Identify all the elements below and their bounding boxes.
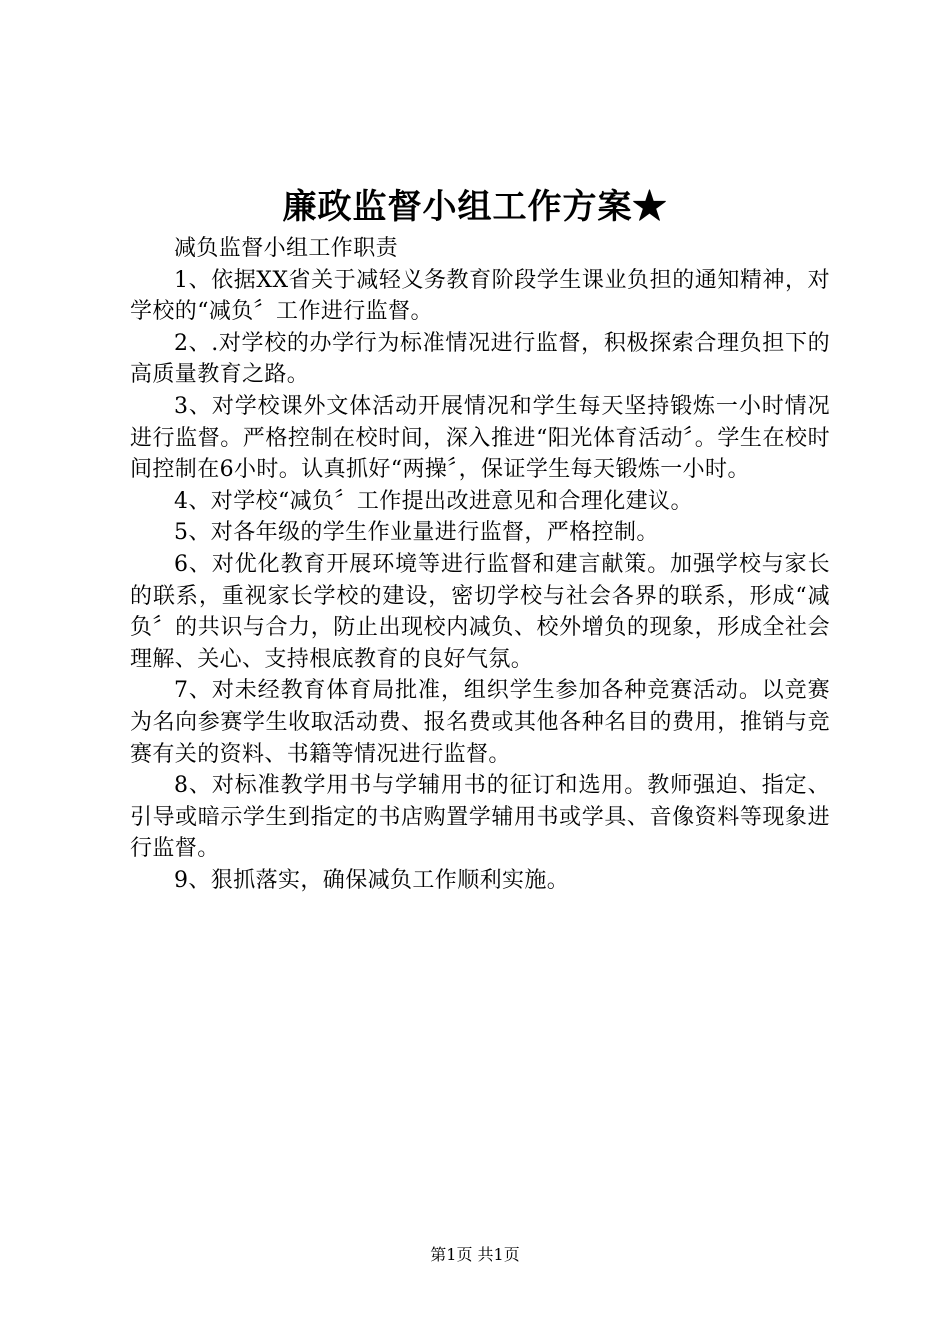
paragraph-item-9: 9、狠抓落实，确保减负工作顺利实施。 xyxy=(174,867,570,893)
paragraph-item-4: 4、对学校“减负〞工作提出改进意见和合理化建议。 xyxy=(174,488,693,514)
paragraph-item-7: 7、对未经教育体育局批准，组织学生参加各种竞赛活动。以竞赛为名向参赛学生收取活动费、报名费或其他各种名目的费用，推销与竞赛有关的资料、书籍等情况进行监督。 xyxy=(130,678,830,767)
paragraph-item-3: 3、对学校课外文体活动开展情况和学生每天坚持锻炼一小时情况进行监督。严格控制在校时间，深入推进“阳光体育活动〞。学生在校时间控制在6小时。认真抓好“两操〞，保证学生每天锻炼一小时。 xyxy=(130,393,830,483)
paragraph-item-1: 1、依据XX省关于减轻义务教育阶段学生课业负担的通知精神，对学校的“减负〞工作进行监督。 xyxy=(130,267,830,325)
document-body xyxy=(130,233,830,896)
paragraph-item-6: 6、对优化教育开展环境等进行监督和建言献策。加强学校与家长的联系，重视家长学校的建设，密切学校与社会各界的联系，形成“减负〞的共识与合力，防止出现校内减负、校外增负的现象，形成全社会理解、关心、支持根底教育的良好气氛。 xyxy=(130,551,830,672)
paragraph-item-5: 5、对各年级的学生作业量进行监督，严格控制。 xyxy=(174,520,659,546)
document-title: 廉政监督小组工作方案★ xyxy=(282,187,668,227)
page-footer: 第1页 共1页 xyxy=(430,1245,520,1264)
paragraph-item-2: 2、.对学校的办学行为标准情况进行监督，积极探索合理负担下的高质量教育之路。 xyxy=(130,330,830,388)
paragraph-heading: 减负监督小组工作职责 xyxy=(174,236,399,261)
paragraph-item-8: 8、对标准教学用书与学辅用书的征订和选用。教师强迫、指定、引导或暗示学生到指定的书店购置学辅用书或学具、音像资料等现象进行监督。 xyxy=(130,773,830,862)
